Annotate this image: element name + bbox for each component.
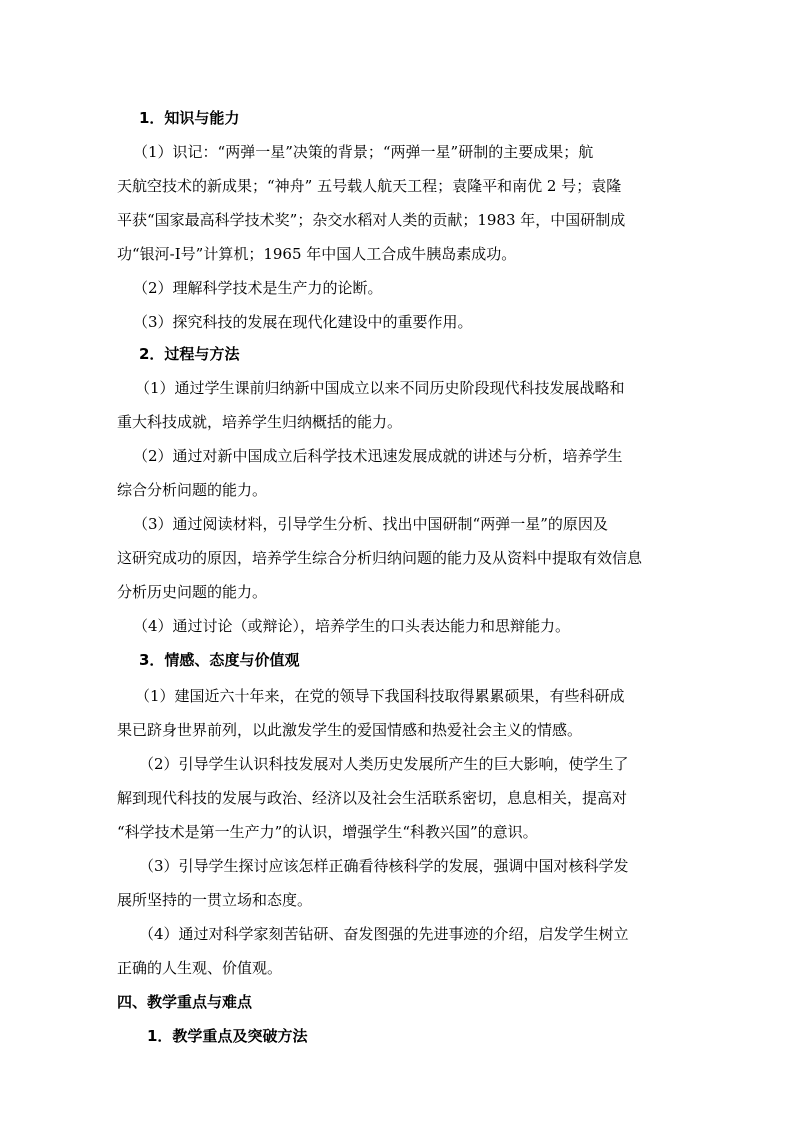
- section-heading-key-points: 四、教学重点与难点: [117, 993, 253, 1011]
- paragraph-line: （2）通过对新中国成立后科学技术迅速发展成就的讲述与分析，培养学生: [133, 447, 623, 465]
- paragraph-line: 平获“国家最高科学技术奖”；杂交水稻对人类的贡献；1983 年，中国研制成: [117, 211, 626, 229]
- paragraph-line: 正确的人生观、价值观。: [117, 959, 283, 977]
- paragraph-line: （1）建国近六十年来，在党的领导下我国科技取得累累硕果，有些科研成: [135, 687, 625, 705]
- paragraph-line: 解到现代科技的发展与政治、经济以及社会生活联系密切，息息相关，提高对: [117, 789, 628, 807]
- paragraph-line: 天航空技术的新成果；“神舟” 五号载人航天工程；袁隆平和南优 2 号；袁隆: [117, 177, 622, 195]
- paragraph-line: （2）引导学生认识科技发展对人类历史发展所产生的巨大影响，使学生了: [139, 755, 629, 773]
- paragraph-line: 重大科技成就，培养学生归纳概括的能力。: [117, 413, 403, 431]
- paragraph-line: 综合分析问题的能力。: [117, 481, 268, 499]
- paragraph-line: 展所坚持的一贯立场和态度。: [117, 891, 313, 909]
- heading-key-points-method: 1．教学重点及突破方法: [147, 1027, 308, 1045]
- heading-process-method: 2．过程与方法: [139, 345, 240, 363]
- paragraph-line: （4）通过讨论（或辩论），培养学生的口头表达能力和思辩能力。: [133, 617, 571, 635]
- paragraph-line: （1）通过学生课前归纳新中国成立以来不同历史阶段现代科技发展战略和: [135, 379, 625, 397]
- paragraph-line: 这研究成功的原因，培养学生综合分析归纳问题的能力及从资料中提取有效信息: [117, 549, 643, 567]
- paragraph-line: （3）引导学生探讨应该怎样正确看待核科学的发展，强调中国对核科学发: [139, 857, 629, 875]
- heading-emotion-values: 3．情感、态度与价值观: [139, 651, 300, 669]
- heading-knowledge-ability: 1．知识与能力: [139, 109, 240, 127]
- paragraph-line: （2）理解科学技术是生产力的论断。: [133, 279, 383, 297]
- paragraph-line: 分析历史问题的能力。: [117, 583, 268, 601]
- paragraph-line: （1）识记：“两弹一星”决策的背景；“两弹一星”研制的主要成果；航: [133, 143, 594, 161]
- paragraph-line: 果已跻身世界前列，以此激发学生的爱国情感和热爱社会主义的情感。: [117, 721, 583, 739]
- paragraph-line: （4）通过对科学家刻苦钻研、奋发图强的先进事迹的介绍，启发学生树立: [139, 925, 629, 943]
- paragraph-line: （3）通过阅读材料，引导学生分析、找出中国研制“两弹一星”的原因及: [133, 515, 608, 533]
- paragraph-line: （3）探究科技的发展在现代化建设中的重要作用。: [133, 313, 473, 331]
- paragraph-line: 功“银河-Ⅰ号”计算机；1965 年中国人工合成牛胰岛素成功。: [117, 245, 517, 263]
- paragraph-line: “科学技术是第一生产力”的认识，增强学生“科教兴国”的意识。: [117, 823, 538, 841]
